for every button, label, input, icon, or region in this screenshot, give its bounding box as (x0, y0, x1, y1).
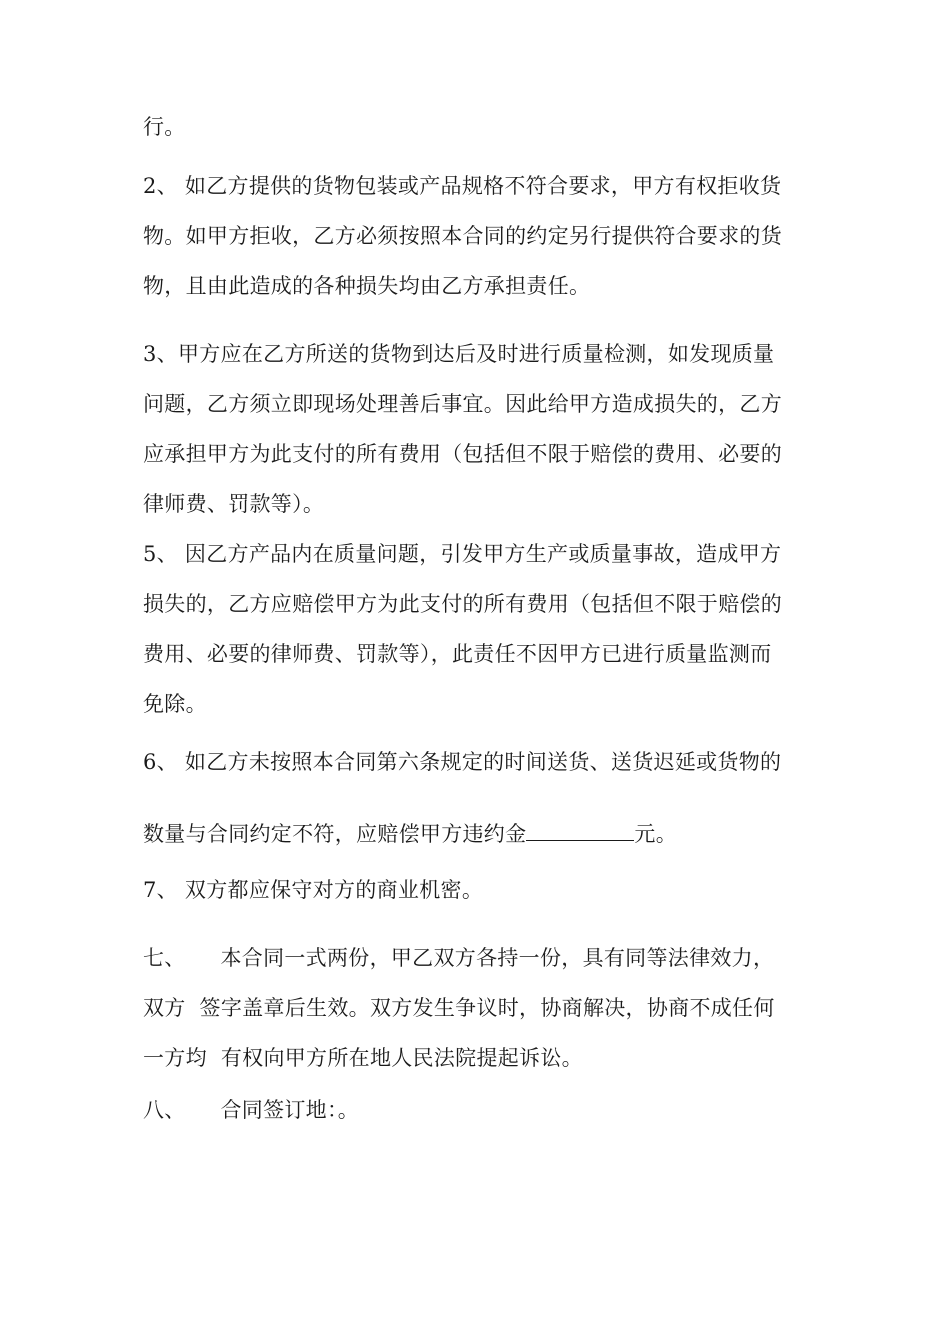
clause-6-line-2 (143, 818, 677, 848)
paragraph-line: 行。 (143, 115, 186, 139)
section-7-line-3: 一方均 有权向甲方所在地人民法院提起诉讼。 (143, 1046, 583, 1070)
clause-3-line-2: 问题，乙方须立即现场处理善后事宜。因此给甲方造成损失的，乙方 (143, 392, 782, 416)
clause-3-line-1: 3、甲方应在乙方所送的货物到达后及时进行质量检测，如发现质量 (143, 342, 775, 366)
clause-3-line-4: 律师费、罚款等）。 (143, 492, 325, 516)
penalty-amount-blank (526, 818, 634, 841)
clause-5-line-2: 损失的，乙方应赔偿甲方为此支付的所有费用（包括但不限于赔偿的 (143, 592, 782, 616)
clause-2-line-3: 物，且由此造成的各种损失均由乙方承担责任。 (143, 274, 591, 298)
clause-5-line-4: 免除。 (143, 692, 207, 716)
clause-3-line-3: 应承担甲方为此支付的所有费用（包括但不限于赔偿的费用、必要的 (143, 442, 782, 466)
clause-6-text-after-blank: 元。 (634, 822, 678, 846)
section-8-line: 八、 合同签订地：。 (143, 1098, 360, 1122)
clause-5-line-3: 费用、必要的律师费、罚款等），此责任不因甲方已进行质量监测而 (143, 642, 772, 666)
clause-5-line-1: 5、 因乙方产品内在质量问题，引发甲方生产或质量事故，造成甲方 (143, 542, 782, 566)
section-7-line-2: 双方 签字盖章后生效。双方发生争议时，协商解决，协商不成任何 (143, 996, 775, 1020)
clause-2-line-1: 2、 如乙方提供的货物包装或产品规格不符合要求，甲方有权拒收货 (143, 174, 782, 198)
section-7-line-1: 七、 本合同一式两份，甲乙双方各持一份，具有同等法律效力， (143, 946, 775, 970)
clause-2-line-2: 物。如甲方拒收，乙方必须按照本合同的约定另行提供符合要求的货 (143, 224, 782, 248)
clause-6-line-1: 6、 如乙方未按照本合同第六条规定的时间送货、送货迟延或货物的 (143, 750, 782, 774)
clause-6-text-before-blank: 数量与合同约定不符，应赔偿甲方违约金 (143, 822, 527, 846)
clause-7-line: 7、 双方都应保守对方的商业机密。 (143, 878, 484, 902)
